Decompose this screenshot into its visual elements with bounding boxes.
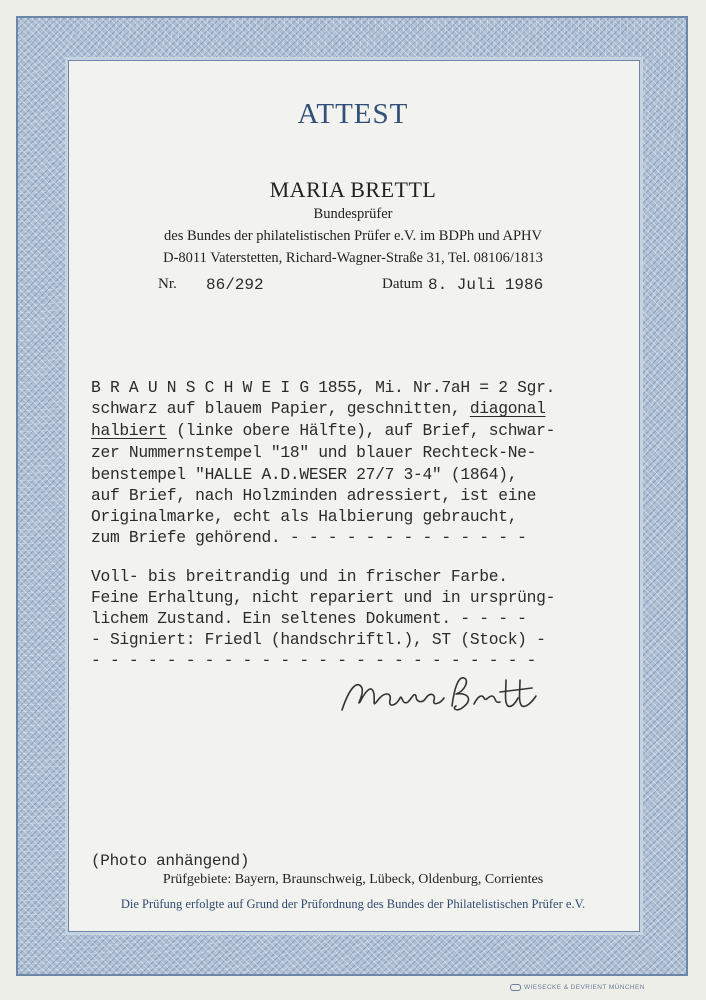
body-line-2	[91, 399, 546, 418]
body-line-13: - - - - - - - - - - - - - - - - - - - - - - - -	[91, 651, 537, 670]
body-line-9: Voll- bis breitrandig und in frischer Farbe.	[91, 567, 508, 586]
body-line-5: benstempel "HALLE A.D.WESER 27/7 3-4" (1864),	[91, 465, 518, 484]
body-line-1: B R A U N S C H W E I G 1855, Mi. Nr.7aH = 2 Sgr.	[91, 378, 556, 397]
photo-note: (Photo anhängend)	[91, 852, 250, 870]
underlined-diagonal: diagonal	[469, 399, 546, 418]
body-line-3-text: (linke obere Hälfte), auf Brief, schwar-	[166, 421, 556, 440]
body-line-7: Originalmarke, echt als Halbierung gebraucht,	[91, 507, 518, 526]
certificate-date-label: Datum	[382, 276, 423, 292]
examiner-role: Bundesprüfer	[313, 206, 393, 222]
examiner-address: D-8011 Vaterstetten, Richard-Wagner-Straße 31, Tel. 08106/1813	[163, 250, 543, 266]
body-line-11: lichem Zustand. Ein seltenes Dokument. - - - -	[91, 609, 527, 628]
body-line-3	[91, 421, 555, 440]
certificate-number-label: Nr.	[158, 276, 177, 292]
body-line-2-text: schwarz auf blauem Papier, geschnitten,	[91, 399, 470, 418]
examination-regulation-note: Die Prüfung erfolgte auf Grund der Prüfordnung des Bundes der Philatelistischen Prüfer e.V.	[120, 897, 586, 911]
printer-logo-icon	[510, 984, 521, 991]
examiner-association: des Bundes der philatelistischen Prüfer e.V. im BDPh und APHV	[164, 228, 542, 244]
body-line-12: - Signiert: Friedl (handschriftl.), ST (Stock) -	[91, 630, 546, 649]
certificate-number: 86/292	[206, 276, 264, 294]
certificate-date: 8. Juli 1986	[428, 276, 544, 294]
printer-imprint	[510, 984, 645, 991]
body-line-6: auf Brief, nach Holzminden adressiert, ist eine	[91, 486, 537, 505]
examiner-name: MARIA BRETTL	[269, 177, 437, 202]
body-line-10: Feine Erhaltung, nicht repariert und in ursprüng-	[91, 588, 556, 607]
body-line-4: zer Nummernstempel "18" und blauer Rechteck-Ne-	[91, 443, 537, 462]
underlined-halbiert: halbiert	[91, 421, 167, 440]
examination-areas: Prüfgebiete: Bayern, Braunschweig, Lübeck, Oldenburg, Corrientes	[162, 872, 544, 887]
certificate-title: ATTEST	[297, 98, 409, 130]
printer-name: WIESECKE & DEVRIENT MÜNCHEN	[524, 984, 645, 992]
handwritten-signature	[336, 666, 546, 726]
body-line-8: zum Briefe gehörend. - - - - - - - - - - - - -	[91, 528, 527, 547]
